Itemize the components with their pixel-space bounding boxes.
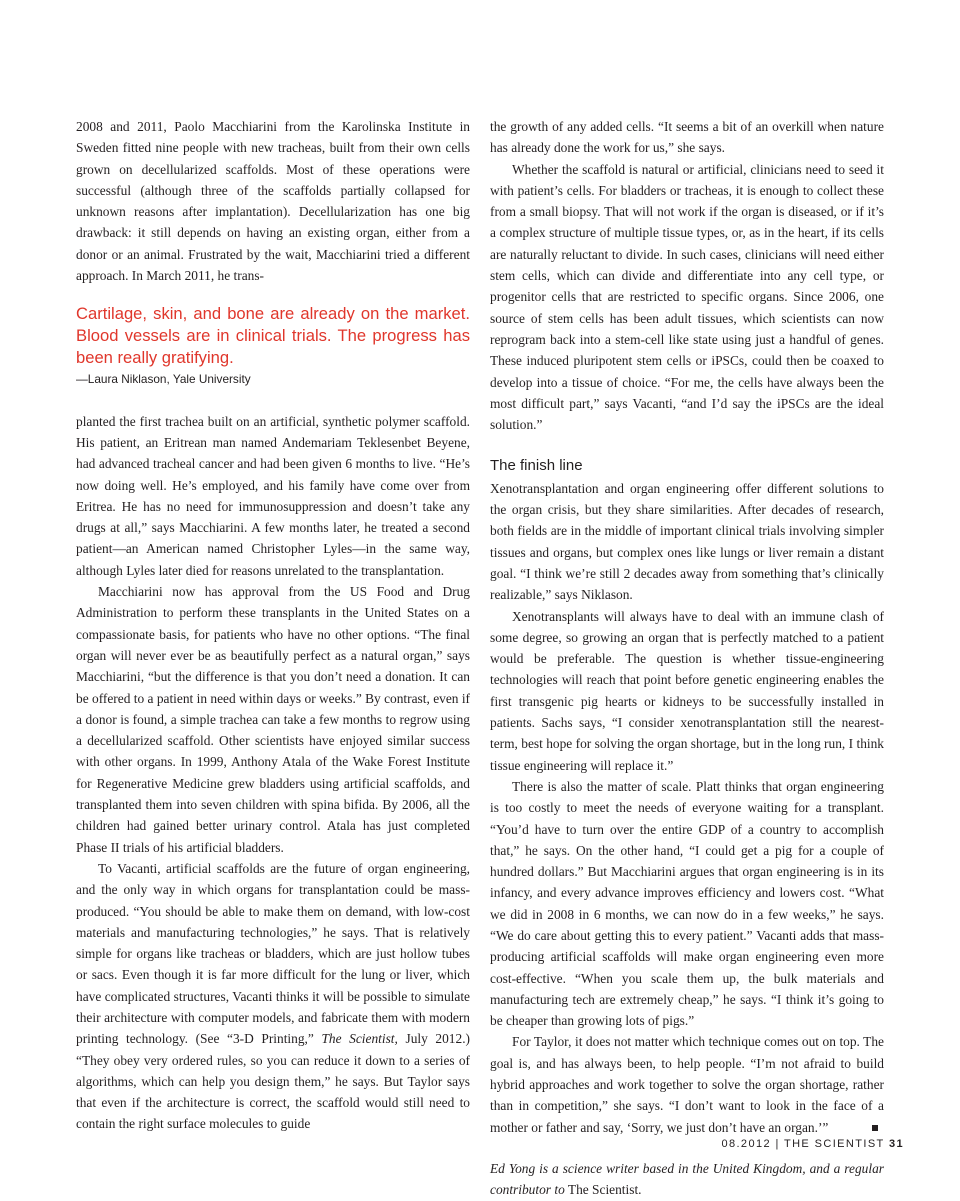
body-paragraph: 2008 and 2011, Paolo Macchiarini from the Karolinska Institute in Sweden fitted nine people with new tracheas, built from their own cells grown on decellularized scaffolds. Most of these operations were successful (although three of the scaffolds partially collapsed for unknown reasons after implantation). Decellularization has one big drawback: it still depends on having an existing organ, either from a donor or an animal. Frustrated by the wait, Macchiarini tried a different approach. In March 2011, he trans- xyxy=(76,119,470,284)
footer-issue: 08.2012 | THE SCIENTIST xyxy=(721,1138,885,1150)
body-paragraph: Xenotransplantation and organ engineering offer different solutions to the organ crisis, but they share similarities. After decades of research, both fields are in the middle of important clinical trials involving simpler tissues and organs, but complex ones like lungs or liver remain a distant goal. “I think we’re still 2 decades away from something that’s clinically realizable,” says Niklason. xyxy=(490,480,884,603)
right-column xyxy=(490,116,884,1201)
body-paragraph: the growth of any added cells. “It seems a bit of an overkill when nature has already done the work for us,” she says. xyxy=(490,119,884,156)
body-text: To Vacanti, artificial scaffolds are the future of organ engineering, and the only way in which organs for transplantation could be mass-produced. “You should be able to make them on demand, with low-cost materials and manufacturing technologies,” he says. That is relatively simple for organs like tracheas or bladders, which are just hollow tubes or sacs. Even though it is far more difficult for the lung or liver, which have complicated structures, Vacanti thinks it will be possible to simulate their architecture with computer models, and fabricate them with modern printing technology. (See “3-D Printing,” xyxy=(76,860,470,1047)
page-number: 31 xyxy=(888,1138,904,1150)
section-subhead: The finish line xyxy=(490,457,583,475)
pull-quote-text: Cartilage, skin, and bone are already on the market. Blood vessels are in clinical trials. The progress has been really gratifying. xyxy=(76,304,470,368)
magazine-title-italic: The Scientist, xyxy=(321,1031,398,1047)
page-footer xyxy=(721,1138,904,1150)
body-paragraph: Macchiarini now has approval from the US Food and Drug Administration to perform these transplants in the United States on a compassionate basis, for patients who have no other options. “The final organ will never ever be as beautifully perfect as a natural organ,” says Macchiarini, “but the difference is that you don’t need a donation. It can be offered to a patient in need within days or weeks.” By contrast, even if a donor is found, a simple trachea can take a few months to regrow using a decellularized scaffold. Other scientists have enjoyed similar success with other organs. In 1999, Anthony Atala of the Wake Forest Institute for Regenerative Medicine grew bladders using artificial scaffolds, and transplanted them into seven children with spina bifida. By 2006, all the children had gained better urinary control. Atala has just completed Phase II trials of his artificial bladders. xyxy=(76,584,470,855)
body-text: July 2012.) “They obey very ordered rules, so you can reduce it down to a series of algorithms, which can help you design them,” he says. But Taylor says that even if the architecture is correct, the scaffold would still need to contain the right surface molecules to guide xyxy=(76,1031,471,1132)
body-paragraph: Whether the scaffold is natural or artificial, clinicians need to seed it with patient’s cells. For bladders or tracheas, it is enough to collect these from a small biopsy. That will not work if the organ is diseased, or if it’s a complex structure of multiple tissue types, or, as in the heart, if its cells are naturally reluctant to divide. In such cases, clinicians will need either stem cells, which can divide and differentiate into any cell type, or progenitor cells that are restricted to specific organs. Since 2006, one source of stem cells has been adult tissues, which scientists can now reprogram back into a stem-cell like state using just a handful of genes. These induced pluripotent stem cells or iPSCs, could then be coaxed to develop into a tissue of choice. “For me, the cells have always been the most difficult part,” says Vacanti, “and I’d say the iPSCs are the ideal solution.” xyxy=(490,161,884,433)
pull-quote-attribution: —Laura Niklason, Yale University xyxy=(76,372,251,387)
body-paragraph: There is also the matter of scale. Platt thinks that organ engineering is too costly to meet the needs of everyone waiting for a transplant. “You’d have to turn over the entire GDP of a country to accomplish that,” he says. On the other hand, “I could get a pig for a couple of hundred dollars.” But Macchiarini argues that organ engineering is in its infancy, and every advance improves efficiency and lowers cost. “What we did in 2008 in 6 months, we can now do in a few weeks,” he says. “We do care about getting this to every patient.” Vacanti adds that mass-producing artificial scaffolds will make organ engineering even more cost-effective. “When you scale them up, the bulk materials and manufacturing tech are extremely cheap,” he says. “I think it’s going to be cheaper than growing lots of pigs.” xyxy=(490,778,884,1029)
pull-quote xyxy=(76,303,470,390)
body-paragraph xyxy=(76,858,470,1135)
body-paragraph: planted the first trachea built on an artificial, synthetic polymer scaffold. His patient, an Eritrean man named Andemariam Teklesenbet Beyene, had advanced tracheal cancer and had been given 6 months to live. “He’s now doing well. He’s employed, and his family have come over from Eritrea. He has no need for immunosuppression and doesn’t take any drugs at all,” says Macchiarini. A few months later, he treated a second patient—an American named Christopher Lyles—in the same way, although Lyles later died for reasons unrelated to the transplantation. xyxy=(76,413,470,578)
body-paragraph xyxy=(490,1031,884,1137)
left-column xyxy=(76,116,470,1135)
body-text: For Taylor, it does not matter which technique comes out on top. The goal is, and has always been, to help people. “I’m not afraid to build hybrid approaches and work together to solve the organ shortage, rather than in competition,” she says. “I don’t want to look in the face of a mother or father and say, ‘Sorry, we just don’t have an organ.’” xyxy=(490,1034,884,1135)
author-bio xyxy=(490,1158,884,1201)
end-of-article-square-icon xyxy=(872,1125,878,1131)
body-paragraph: Xenotransplants will always have to deal with an immune clash of some degree, so growing an organ that is perfectly matched to a patient would be preferable. The question is whether tissue-engineering technologies will reach that point before genetic engineering enables the first transgenic pig hearts or kidneys to be successfully installed in patients. Sachs says, “I consider xenotransplantation still the nearest-term, best hope for solving the organ shortage, but in the long run, I think tissue engineering will replace it.” xyxy=(490,608,884,773)
author-bio-text: Ed Yong is a science writer based in the United Kingdom, and a regular contributor to xyxy=(490,1160,884,1198)
author-bio-magazine: The Scientist. xyxy=(564,1182,642,1198)
